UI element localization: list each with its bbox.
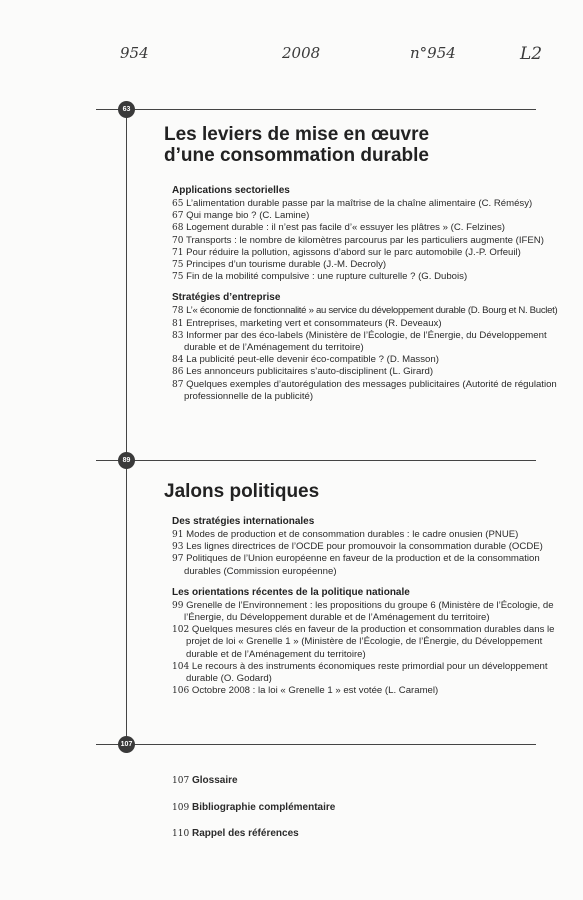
entry-text: Politiques de l’Union européenne en faveur de la production et de la consommation durables (Commission européenne) — [184, 553, 540, 577]
toc-entry — [172, 685, 567, 697]
entry-page: 78 — [172, 306, 184, 317]
toc-entry — [172, 210, 567, 222]
entry-page: 75 — [172, 272, 184, 283]
chapter-page-marker: 107 — [118, 736, 135, 753]
toc-entry — [172, 624, 567, 661]
spacer — [172, 578, 567, 586]
chapter-divider — [96, 460, 536, 461]
toc-group — [172, 184, 567, 403]
entry-page: 110 — [172, 829, 190, 839]
entry-text: Octobre 2008 : la loi « Grenelle 1 » est votée (L. Caramel) — [191, 685, 439, 697]
entry-text: Transports : le nombre de kilomètres parcourus par les particuliers augmente (IFEN) — [185, 234, 544, 246]
toc-entry — [172, 318, 567, 330]
toc-entry — [172, 661, 567, 685]
entry-page: 91 — [172, 530, 184, 540]
entry-label: Bibliographie complémentaire — [191, 802, 336, 813]
entry-text: Qui mange bio ? (C. Lamine) — [186, 210, 310, 222]
toc-entry — [172, 198, 567, 210]
entry-text: L’« économie de fonctionnalité » au service du développement durable (D. Bourg et N. Buclet) — [186, 305, 558, 317]
entry-page: 104 — [172, 661, 190, 672]
toc-entry — [172, 259, 567, 271]
section-heading: Les orientations récentes de la politique nationale — [172, 586, 410, 598]
entry-page: 68 — [172, 223, 184, 234]
entry-text: Les annonceurs publicitaires s’auto-disciplinent (L. Girard) — [186, 366, 434, 378]
entry-page: 81 — [172, 318, 184, 329]
entry-page: 102 — [172, 625, 190, 636]
entry-label: Glossaire — [191, 775, 238, 786]
entry-page: 71 — [172, 247, 184, 258]
chapter-vertical-line — [126, 469, 127, 743]
entry-text: Grenelle de l’Environnement : les propositions du groupe 6 (Ministère de l’Écologie, de l’Énergie, du Développement durable et de l’Aménagement du territoire) — [184, 599, 554, 624]
handwritten-note: L2 — [520, 44, 543, 64]
end-matter-entry — [172, 775, 238, 786]
section-heading: Des stratégies internationales — [172, 516, 315, 527]
entry-page: 84 — [172, 355, 184, 366]
chapter-vertical-line — [126, 117, 127, 453]
chapter-divider — [96, 744, 536, 745]
toc-entry — [172, 366, 567, 378]
toc-entry — [172, 553, 567, 577]
toc-entry — [172, 235, 567, 247]
handwritten-note: n°954 — [410, 44, 456, 62]
chapter-title-line: Jalons politiques — [164, 481, 320, 502]
entry-text: Informer par des éco-labels (Ministère de l’Écologie, de l’Énergie, du Développement durable et de l’Aménagement du territoire) — [184, 329, 547, 354]
toc-entry — [172, 529, 567, 541]
entry-page: 93 — [172, 542, 184, 553]
chapter-page-marker: 89 — [118, 452, 135, 469]
entry-page: 67 — [172, 211, 184, 222]
chapter-title-line: d’une consommation durable — [164, 145, 429, 166]
entry-page: 97 — [172, 554, 184, 565]
end-matter-entry — [172, 828, 299, 839]
entry-text: La publicité peut-elle devenir éco-compatible ? (D. Masson) — [186, 354, 439, 366]
entry-text: Logement durable : il n’est pas facile d’« essuyer les plâtres » (C. Felzines) — [186, 222, 506, 234]
handwritten-note: 954 — [120, 44, 149, 62]
toc-group — [172, 515, 567, 697]
section-heading: Stratégies d’entreprise — [172, 292, 281, 304]
entry-text: Quelques exemples d’autorégulation des messages publicitaires (Autorité de régulation professionnelle de la publicité) — [184, 378, 557, 402]
chapter-title — [164, 481, 319, 502]
entry-page: 87 — [172, 379, 184, 390]
toc-entry — [172, 305, 567, 317]
entry-page: 75 — [172, 260, 184, 271]
entry-text: Modes de production et de consommation durables : le cadre onusien (PNUE) — [186, 529, 519, 540]
entry-page: 109 — [172, 803, 190, 813]
entry-text: Principes d’un tourisme durable (J.-M. Decroly) — [186, 259, 387, 271]
chapter-divider — [96, 109, 536, 110]
entry-label: Rappel des références — [191, 828, 299, 839]
entry-text: Entreprises, marketing vert et consommateurs (R. Deveaux) — [186, 317, 442, 329]
toc-entry — [172, 222, 567, 234]
entry-text: Quelques mesures clés en faveur de la production et consommation durables dans le projet de loi « Grenelle 1 » (Ministère de l’Écologie, de l’Énergie, du Développement durable et de l’Aménagement du territoire) — [186, 624, 555, 660]
toc-entry — [172, 330, 567, 354]
spacer — [172, 283, 567, 291]
chapter-title — [164, 124, 429, 166]
toc-entry — [172, 271, 567, 283]
entry-text: L’alimentation durable passe par la maîtrise de la chaîne alimentaire (C. Rémésy) — [186, 198, 533, 209]
toc-entry — [172, 354, 567, 366]
end-matter-entry — [172, 802, 335, 813]
chapter-title-line: Les leviers de mise en œuvre — [164, 124, 430, 145]
entry-text: Pour réduire la pollution, agissons d’abord sur le parc automobile (J.-P. Orfeuil) — [186, 246, 521, 258]
toc-entry — [172, 379, 567, 403]
entry-page: 65 — [172, 199, 184, 209]
entry-page: 70 — [172, 235, 184, 246]
entry-page: 106 — [172, 686, 190, 697]
entry-page: 99 — [172, 600, 184, 611]
entry-text: Le recours à des instruments économiques reste primordial pour un développement durable (O. Godard) — [186, 660, 548, 685]
toc-entry — [172, 247, 567, 259]
handwritten-note: 2008 — [282, 44, 321, 62]
entry-page: 86 — [172, 367, 184, 378]
toc-entry — [172, 600, 567, 624]
entry-page: 107 — [172, 776, 190, 786]
section-heading: Applications sectorielles — [172, 185, 290, 196]
toc-entry — [172, 541, 567, 553]
chapter-page-marker: 63 — [118, 101, 135, 118]
entry-text: Fin de la mobilité compulsive : une rupture culturelle ? (G. Dubois) — [186, 271, 468, 283]
entry-page: 83 — [172, 330, 184, 341]
entry-text: Les lignes directrices de l’OCDE pour promouvoir la consommation durable (OCDE) — [186, 541, 543, 553]
